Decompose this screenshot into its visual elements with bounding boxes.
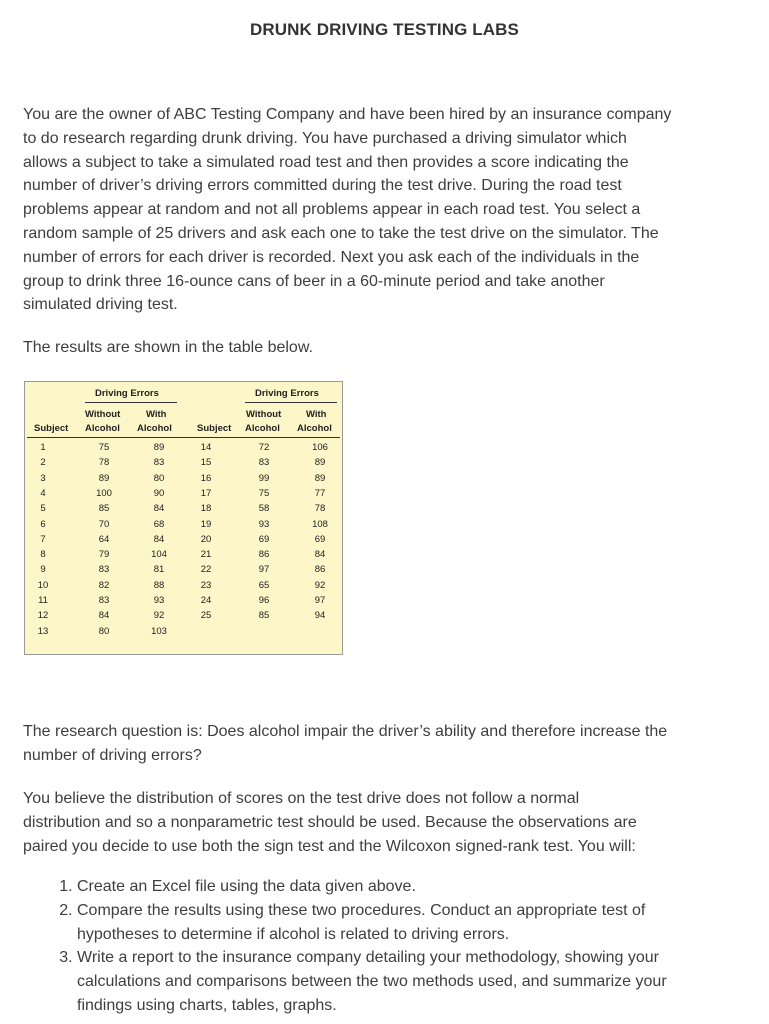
with-alcohol-cell: 89 [314,457,326,469]
intro-paragraph [23,103,751,317]
without-alcohol-cell: 75 [258,487,270,499]
col-subject-right: Subject [197,423,232,434]
research-question [23,720,751,768]
with-alcohol-cell: 90 [153,487,165,499]
subject-cell: 1 [40,442,46,453]
subject-cell: 19 [200,518,212,530]
task-line: hypotheses to determine if alcohol is related to driving errors. [77,925,510,943]
col-without-2-right: Alcohol [245,423,280,434]
with-alcohol-cell: 84 [153,503,165,515]
task-line: 1. Create an Excel file using the data given above. [77,878,416,895]
with-alcohol-cell: 78 [314,503,326,515]
with-alcohol-cell: 103 [151,625,167,637]
subject-cell: 20 [200,533,212,545]
task-line: calculations and comparisons between the two methods used, and summarize your [77,973,667,991]
without-alcohol-cell: 75 [98,442,110,453]
without-alcohol-cell: 83 [98,595,110,606]
with-alcohol-cell: 68 [153,518,165,530]
group-header-right: Driving Errors [255,388,319,399]
without-alcohol-cell: 86 [258,549,270,561]
subject-cell: 16 [200,472,212,484]
without-alcohol-cell: 97 [258,564,270,576]
method-paragraph [23,787,751,858]
without-alcohol-cell: 84 [98,610,110,622]
subject-cell: 17 [200,487,212,499]
subject-cell: 24 [200,595,212,606]
task-item [77,875,769,899]
without-alcohol-cell: 99 [258,472,270,484]
with-alcohol-cell: 92 [314,579,326,591]
with-alcohol-cell: 86 [314,564,326,576]
subject-cell: 21 [200,549,212,561]
task-line: 2. Compare the results using these two procedures. Conduct an appropriate test of [77,901,646,919]
subject-cell: 11 [38,595,48,606]
driving-errors-table [24,381,343,655]
col-without-1-left: Without [85,409,121,420]
with-alcohol-cell: 89 [314,472,326,484]
without-alcohol-cell: 83 [258,457,270,469]
subject-cell: 15 [200,457,212,469]
subject-cell: 4 [40,487,46,499]
without-alcohol-cell: 96 [258,595,270,606]
header-rule [27,437,340,438]
with-alcohol-cell: 80 [153,472,165,484]
subject-cell: 14 [200,442,212,453]
without-alcohol-cell: 65 [258,579,270,591]
with-alcohol-cell: 92 [153,610,165,622]
with-alcohol-cell: 94 [314,610,326,622]
subject-cell: 9 [40,564,46,576]
intro-line: to do research regarding drunk driving. You have purchased a driving simulator which [23,129,627,147]
with-alcohol-cell: 84 [314,549,326,561]
without-alcohol-cell: 80 [98,625,110,637]
intro-line: number of driver’s driving errors committed during the test drive. During the road test [23,177,622,195]
intro-line: group to drink three 16-ounce cans of beer in a 60-minute period and take another [23,272,605,290]
without-alcohol-cell: 64 [98,533,110,545]
without-alcohol-cell: 58 [258,503,270,515]
group-rule-left [85,402,177,403]
without-alcohol-cell: 83 [98,564,110,576]
without-alcohol-cell: 100 [96,487,112,499]
col-with-1-left: With [146,409,167,420]
subject-cell: 13 [37,625,49,637]
research-question-line: number of driving errors? [23,746,202,764]
subject-cell: 10 [37,579,49,591]
method-line: You believe the distribution of scores on the test drive does not follow a normal [23,790,580,807]
subject-cell: 6 [40,518,46,530]
without-alcohol-cell: 79 [98,549,110,561]
col-without-1-right: Without [246,409,282,420]
subject-cell: 12 [37,610,49,622]
method-line: distribution and so a nonparametric test should be used. Because the observations are [23,813,637,831]
task-item [77,946,769,1017]
with-alcohol-cell: 97 [314,595,326,606]
subject-cell: 5 [40,503,46,515]
without-alcohol-cell: 89 [98,472,110,484]
col-with-2-right: Alcohol [297,423,332,434]
task-line: 3. Write a report to the insurance company detailing your methodology, showing your [77,949,659,967]
with-alcohol-cell: 81 [153,564,165,576]
task-line: findings using charts, tables, graphs. [77,996,337,1014]
with-alcohol-cell: 104 [151,549,167,561]
subject-cell: 3 [40,472,46,484]
intro-line: random sample of 25 drivers and ask each one to take the test drive on the simulator. The [23,224,659,242]
group-header-left: Driving Errors [95,388,159,399]
task-list [23,875,769,1018]
with-alcohol-cell: 77 [314,487,326,499]
subject-cell: 7 [40,533,46,545]
without-alcohol-cell: 70 [98,518,110,530]
without-alcohol-cell: 85 [98,503,110,515]
subject-cell: 2 [40,457,46,469]
subject-cell: 18 [200,503,212,515]
without-alcohol-cell: 93 [258,518,270,530]
with-alcohol-cell: 84 [153,533,165,545]
without-alcohol-cell: 82 [98,579,110,591]
without-alcohol-cell: 69 [258,533,270,545]
with-alcohol-cell: 69 [314,533,326,545]
col-without-2-left: Alcohol [85,423,120,434]
with-alcohol-cell: 88 [153,579,165,591]
method-line: paired you decide to use both the sign test and the Wilcoxon signed-rank test. You will: [23,837,636,855]
intro-line: problems appear at random and not all problems appear in each road test. You select a [23,201,641,219]
with-alcohol-cell: 93 [153,595,165,606]
with-alcohol-cell: 83 [153,457,165,469]
intro-line: number of errors for each driver is recorded. Next you ask each of the individuals in the [23,248,640,266]
group-rule-right [245,402,337,403]
subject-cell: 25 [200,610,212,622]
research-question-line: The research question is: Does alcohol impair the driver’s ability and therefore increase the [23,723,668,740]
with-alcohol-cell: 108 [312,518,328,530]
col-with-2-left: Alcohol [137,423,172,434]
page-title: DRUNK DRIVING TESTING LABS [250,20,519,39]
without-alcohol-cell: 72 [258,442,270,453]
without-alcohol-cell: 85 [258,610,270,622]
intro-line: simulated driving test. [23,296,178,314]
intro-line: allows a subject to take a simulated road test and then provides a score indicating the [23,153,629,171]
subject-cell: 22 [200,564,212,576]
without-alcohol-cell: 78 [98,457,110,469]
with-alcohol-cell: 106 [312,442,328,453]
col-with-1-right: With [306,409,327,420]
col-subject-left: Subject [34,423,69,434]
subject-cell: 8 [40,549,46,561]
subject-cell: 23 [200,579,212,591]
task-item [77,899,769,947]
with-alcohol-cell: 89 [153,442,165,453]
results-intro: The results are shown in the table below. [23,339,313,356]
intro-line: You are the owner of ABC Testing Company and have been hired by an insurance company [23,106,672,123]
